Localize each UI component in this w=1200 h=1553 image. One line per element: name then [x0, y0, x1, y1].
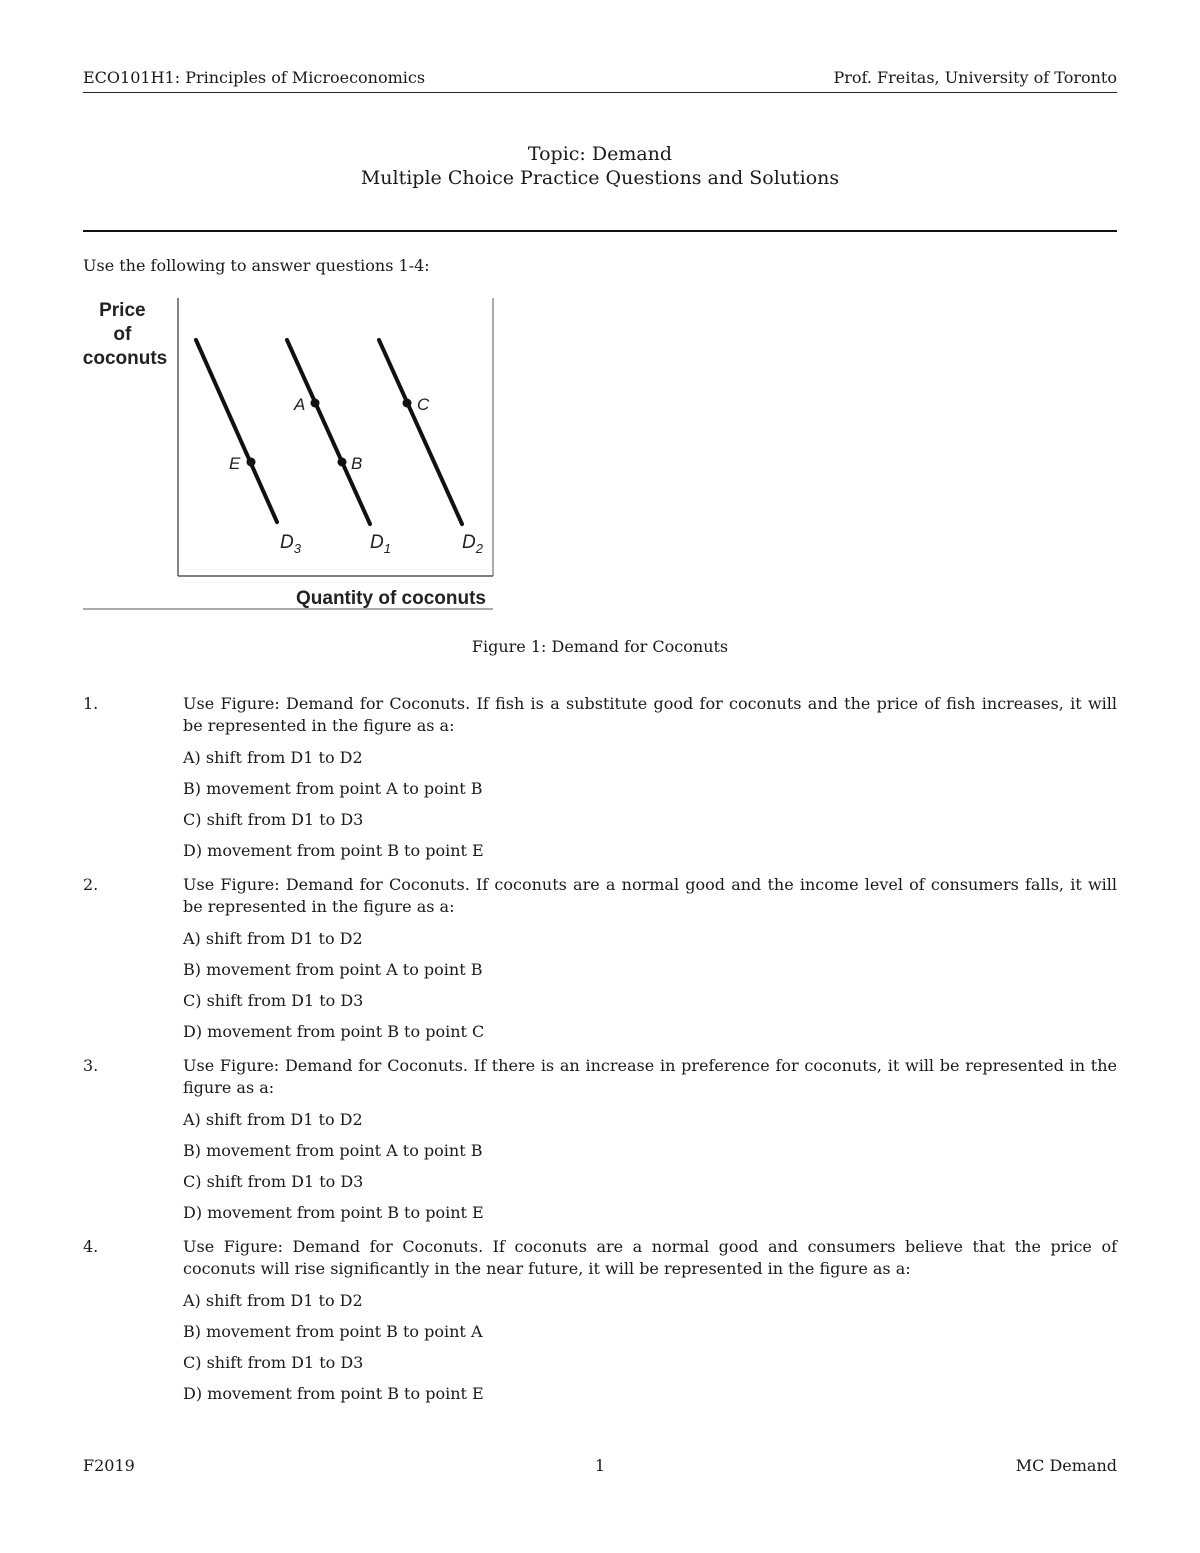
- question-text: Use Figure: Demand for Coconuts. If fish is a substitute good for coconuts and the price of fish increases, it will be represented in the figure as a:: [183, 694, 1117, 735]
- option-b: B) movement from point B to point A: [183, 1322, 483, 1341]
- course-title: ECO101H1: Principles of Microeconomics: [83, 68, 426, 87]
- question-text: Use Figure: Demand for Coconuts. If coconuts are a normal good and consumers believe that the price of coconuts will rise significantly in the near future, it will be represented in the figure as a:: [183, 1237, 1117, 1278]
- y-label-line-1: Price: [99, 300, 146, 321]
- page-number: 1: [594, 1456, 606, 1475]
- x-axis-label: Quantity of coconuts: [296, 588, 486, 609]
- y-axis-label: [83, 300, 167, 369]
- question-number: 2.: [83, 875, 99, 894]
- y-label-line-3: coconuts: [83, 348, 168, 369]
- option-d: D) movement from point B to point E: [183, 1203, 484, 1222]
- option-b: B) movement from point A to point B: [183, 960, 483, 979]
- y-label-line-2: of: [113, 324, 132, 345]
- question-3: [83, 1055, 1117, 1223]
- page-footer: [83, 1456, 1117, 1476]
- curve-d1-label: $D_1$: [370, 532, 391, 556]
- question-4: [83, 1236, 1117, 1404]
- question-number: 3.: [83, 1056, 99, 1075]
- curve-d3-label: $D_3$: [280, 532, 301, 556]
- option-b: B) movement from point A to point B: [183, 779, 483, 798]
- option-c: C) shift from D1 to D3: [183, 991, 364, 1010]
- curve-d2: [379, 340, 462, 524]
- point-c-label: C: [417, 395, 430, 414]
- point-b: [338, 458, 347, 467]
- question-text: Use Figure: Demand for Coconuts. If there is an increase in preference for coconuts, it will be represented in the figure as a:: [183, 1056, 1117, 1097]
- question-number: 4.: [83, 1237, 99, 1256]
- demand-figure: [83, 296, 495, 612]
- option-d: D) movement from point B to point E: [183, 841, 484, 860]
- option-c: C) shift from D1 to D3: [183, 1353, 364, 1372]
- curve-d3: [196, 340, 277, 522]
- question-number: 1.: [83, 694, 99, 713]
- point-c: [403, 399, 412, 408]
- question-1: [83, 693, 1117, 861]
- option-c: C) shift from D1 to D3: [183, 1172, 364, 1191]
- topic-line: Topic: Demand: [527, 143, 673, 165]
- curve-d1: [287, 340, 370, 524]
- option-a: A) shift from D1 to D2: [183, 929, 363, 948]
- question-2: [83, 874, 1117, 1042]
- point-a: [311, 399, 320, 408]
- demand-chart: [83, 296, 495, 612]
- point-e: [247, 458, 256, 467]
- title-divider: [83, 230, 1117, 232]
- term-label: F2019: [83, 1456, 135, 1475]
- option-d: D) movement from point B to point E: [183, 1384, 484, 1403]
- question-list: [83, 693, 1117, 1417]
- option-a: A) shift from D1 to D2: [183, 1291, 363, 1310]
- point-a-label: A: [294, 395, 306, 414]
- option-c: C) shift from D1 to D3: [183, 810, 364, 829]
- document-title: [83, 142, 1117, 190]
- intro-text: Use the following to answer questions 1-4:: [83, 256, 430, 275]
- point-e-label: E: [229, 454, 241, 473]
- option-a: A) shift from D1 to D2: [183, 748, 363, 767]
- curve-d2-label: $D_2$: [462, 532, 483, 556]
- option-a: A) shift from D1 to D2: [183, 1110, 363, 1129]
- subtitle-line: Multiple Choice Practice Questions and Solutions: [360, 167, 840, 189]
- page-header: [83, 68, 1117, 93]
- section-label: MC Demand: [1015, 1456, 1117, 1475]
- instructor-info: Prof. Freitas, University of Toronto: [833, 68, 1117, 87]
- figure-caption: Figure 1: Demand for Coconuts: [471, 637, 729, 656]
- point-b-label: B: [351, 454, 363, 473]
- option-b: B) movement from point A to point B: [183, 1141, 483, 1160]
- question-text: Use Figure: Demand for Coconuts. If coconuts are a normal good and the income level of consumers falls, it will be represented in the figure as a:: [183, 875, 1117, 916]
- option-d: D) movement from point B to point C: [183, 1022, 485, 1041]
